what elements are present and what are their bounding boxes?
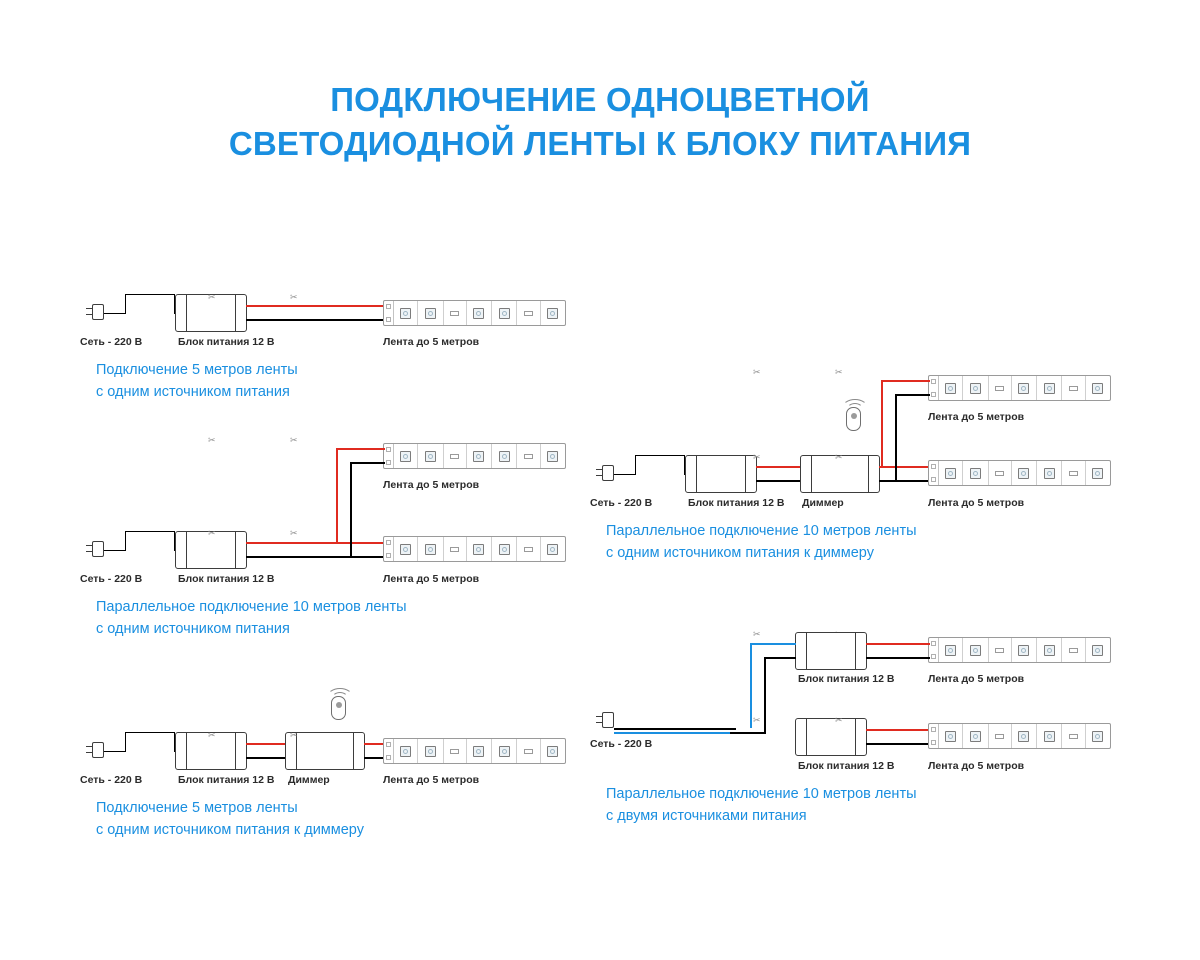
- strip-segment: [963, 461, 988, 485]
- led-icon: [547, 308, 558, 319]
- led-icon: [547, 746, 558, 757]
- strip-segment: [517, 537, 540, 561]
- output-wire-positive: [246, 305, 385, 307]
- strip-segment: [938, 376, 963, 400]
- strip-segment: [492, 739, 517, 763]
- mains-wire-h1: [614, 474, 636, 475]
- resistor-icon: [995, 386, 1004, 391]
- led-strip-1: [383, 300, 566, 326]
- dimmer-divider-right: [353, 733, 354, 769]
- resistor-icon: [524, 547, 533, 552]
- remote-button: [851, 413, 857, 419]
- mains-trunk-black: [730, 732, 766, 734]
- description-line-1: Параллельное подключение 10 метров ленты: [606, 786, 917, 802]
- strip-segment: [1062, 724, 1085, 748]
- psu-divider-right: [855, 719, 856, 755]
- psu-top-out-positive: [866, 643, 930, 645]
- branch-wire-positive-top: [336, 448, 385, 450]
- strip-segment: [467, 444, 492, 468]
- strip-segment: [1037, 724, 1062, 748]
- output-wire-negative: [246, 556, 385, 558]
- page-title: [0, 78, 1200, 165]
- led-icon: [400, 746, 411, 757]
- plug-body: [92, 742, 104, 758]
- led-strip-top: [928, 637, 1111, 663]
- label-mains: Сеть - 220 В: [590, 497, 653, 509]
- page-title-line-1: ПОДКЛЮЧЕНИЕ ОДНОЦВЕТНОЙ: [330, 81, 870, 118]
- strip-segment: [963, 376, 988, 400]
- label-psu: Блок питания 12 В: [178, 573, 275, 585]
- strip-segment: [541, 301, 565, 325]
- strip-segment: [418, 537, 443, 561]
- led-strip-bottom: [928, 723, 1111, 749]
- description-line-1: Параллельное подключение 10 метров ленты: [606, 523, 917, 539]
- led-strip-1: [383, 738, 566, 764]
- strip-segment: [1037, 638, 1062, 662]
- led-icon: [945, 731, 956, 742]
- description-line-1: Параллельное подключение 10 метров ленты: [96, 599, 407, 615]
- led-icon: [400, 451, 411, 462]
- mains-wire-h1: [104, 313, 126, 314]
- mains-wire-up: [125, 294, 126, 313]
- psu-divider-left: [186, 733, 187, 769]
- dimmer-out-negative: [879, 480, 930, 482]
- strip-segment: [938, 638, 963, 662]
- led-icon: [499, 308, 510, 319]
- label-psu: Блок питания 12 В: [178, 774, 275, 786]
- led-icon: [473, 746, 484, 757]
- resistor-icon: [995, 734, 1004, 739]
- mains-wire-h1: [104, 751, 126, 752]
- branch-wire-positive-up: [336, 448, 338, 543]
- strip-segment: [1062, 461, 1085, 485]
- plug-body: [92, 304, 104, 320]
- mains-plug-icon: [86, 304, 106, 322]
- mains-wire-top: [125, 294, 175, 295]
- led-icon: [400, 544, 411, 555]
- led-icon: [1092, 645, 1103, 656]
- strip-segment: [1012, 638, 1037, 662]
- plug-body: [602, 712, 614, 728]
- psu-to-dimmer-negative: [246, 757, 286, 759]
- diagram-2-description: [96, 597, 407, 641]
- power-supply-unit-bottom: [795, 715, 867, 756]
- description-line-1: Подключение 5 метров ленты: [96, 362, 298, 378]
- cut-mark-icon: ✂: [835, 452, 843, 462]
- resistor-icon: [1069, 648, 1078, 653]
- psu-divider-right: [745, 456, 746, 492]
- mains-wire-up: [125, 531, 126, 550]
- resistor-icon: [995, 471, 1004, 476]
- led-strip-bottom: [928, 460, 1111, 486]
- diagram-2: [80, 435, 600, 637]
- strip-segment: [444, 301, 467, 325]
- label-dimmer: Диммер: [288, 774, 330, 786]
- led-icon: [1044, 383, 1055, 394]
- label-psu-bottom: Блок питания 12 В: [798, 760, 895, 772]
- led-icon: [547, 544, 558, 555]
- description-line-2: с одним источником питания: [96, 620, 290, 637]
- power-supply-unit-top: [795, 632, 867, 670]
- cut-mark-icon: ✂: [835, 367, 843, 377]
- cut-mark-icon: ✂: [290, 435, 298, 445]
- label-mains: Сеть - 220 В: [80, 336, 143, 348]
- strip-segment: [963, 638, 988, 662]
- psu-divider-left: [806, 633, 807, 669]
- strip-segment: [541, 537, 565, 561]
- label-psu: Блок питания 12 В: [178, 336, 275, 348]
- led-icon: [1044, 645, 1055, 656]
- cut-mark-icon: ✂: [208, 528, 216, 538]
- led-icon: [1092, 468, 1103, 479]
- strip-segment: [938, 724, 963, 748]
- psu-divider-left: [806, 719, 807, 755]
- strip-segment: [989, 724, 1012, 748]
- resistor-icon: [450, 749, 459, 754]
- strip-segment: [1012, 461, 1037, 485]
- led-icon: [499, 746, 510, 757]
- mains-trunk: [614, 728, 736, 730]
- strip-segment: [517, 301, 540, 325]
- cut-mark-icon: ✂: [208, 292, 216, 302]
- psu-bottom-out-negative: [866, 743, 930, 745]
- resistor-icon: [524, 311, 533, 316]
- strip-segment: [444, 537, 467, 561]
- mains-plug-icon: [86, 742, 106, 760]
- description-line-2: с одним источником питания к диммеру: [606, 544, 874, 561]
- led-icon: [1018, 383, 1029, 394]
- resistor-icon: [524, 454, 533, 459]
- diagram-4: [590, 365, 1160, 565]
- label-strip-bottom: Лента до 5 метров: [928, 760, 1025, 772]
- led-icon: [970, 645, 981, 656]
- led-icon: [970, 468, 981, 479]
- strip-segment: [467, 537, 492, 561]
- branch-wire-negative-up: [350, 462, 352, 557]
- plug-body: [602, 465, 614, 481]
- strip-segment: [393, 537, 418, 561]
- strip-segment: [989, 461, 1012, 485]
- mains-branch-top-horizontal-2: [764, 657, 796, 659]
- mains-wire-up: [125, 732, 126, 751]
- led-icon: [1092, 383, 1103, 394]
- label-strip-bottom: Лента до 5 метров: [383, 573, 480, 585]
- strip-segment: [1086, 724, 1110, 748]
- strip-segment: [492, 537, 517, 561]
- led-icon: [1044, 468, 1055, 479]
- strip-segment: [418, 739, 443, 763]
- cut-mark-icon: ✂: [290, 528, 298, 538]
- led-strip-top: [928, 375, 1111, 401]
- mains-branch-top-vertical: [750, 643, 752, 728]
- label-strip-top: Лента до 5 метров: [383, 479, 480, 491]
- label-strip: Лента до 5 метров: [383, 336, 480, 348]
- strip-segment: [467, 301, 492, 325]
- strip-segment: [1086, 376, 1110, 400]
- led-icon: [1018, 731, 1029, 742]
- mains-wire-h1: [104, 550, 126, 551]
- strip-segment: [517, 444, 540, 468]
- label-strip: Лента до 5 метров: [383, 774, 480, 786]
- strip-segment: [492, 444, 517, 468]
- remote-button: [336, 702, 342, 708]
- psu-divider-left: [186, 295, 187, 331]
- label-mains: Сеть - 220 В: [80, 774, 143, 786]
- psu-divider-right: [235, 733, 236, 769]
- cut-mark-icon: ✂: [290, 730, 298, 740]
- led-strip-top: [383, 443, 566, 469]
- led-icon: [547, 451, 558, 462]
- branch-positive-up: [881, 380, 883, 468]
- led-icon: [425, 544, 436, 555]
- mains-wire-up: [635, 455, 636, 474]
- label-dimmer: Диммер: [802, 497, 844, 509]
- mains-branch-top-horizontal: [750, 643, 796, 645]
- remote-body: [846, 407, 861, 431]
- strip-segment: [418, 301, 443, 325]
- strip-segment: [989, 376, 1012, 400]
- resistor-icon: [524, 749, 533, 754]
- mains-plug-icon: [86, 541, 106, 559]
- led-icon: [499, 451, 510, 462]
- remote-control-icon: [838, 397, 870, 443]
- strip-segment: [444, 444, 467, 468]
- led-icon: [945, 645, 956, 656]
- strip-segment: [1086, 638, 1110, 662]
- mains-wire-top: [125, 531, 175, 532]
- led-icon: [425, 308, 436, 319]
- resistor-icon: [450, 547, 459, 552]
- branch-wire-negative-top: [350, 462, 385, 464]
- dimmer-divider-right: [868, 456, 869, 492]
- resistor-icon: [450, 311, 459, 316]
- description-line-2: с двумя источниками питания: [606, 807, 807, 824]
- strip-segment: [418, 444, 443, 468]
- strip-segment: [989, 638, 1012, 662]
- led-icon: [425, 451, 436, 462]
- label-psu-top: Блок питания 12 В: [798, 673, 895, 685]
- strip-segment: [1037, 461, 1062, 485]
- description-line-2: с одним источником питания: [96, 383, 290, 400]
- led-icon: [425, 746, 436, 757]
- strip-segment: [393, 444, 418, 468]
- mains-wire-top: [125, 732, 175, 733]
- led-icon: [473, 308, 484, 319]
- branch-positive-top: [881, 380, 930, 382]
- cut-mark-icon: ✂: [753, 629, 761, 639]
- led-icon: [1044, 731, 1055, 742]
- strip-segment: [963, 724, 988, 748]
- strip-segment: [1086, 461, 1110, 485]
- cut-mark-icon: ✂: [753, 452, 761, 462]
- led-icon: [945, 468, 956, 479]
- resistor-icon: [1069, 734, 1078, 739]
- power-supply-unit: [685, 455, 757, 493]
- psu-divider-right: [855, 633, 856, 669]
- led-icon: [1018, 645, 1029, 656]
- strip-segment: [467, 739, 492, 763]
- strip-segment: [541, 444, 565, 468]
- resistor-icon: [995, 648, 1004, 653]
- strip-segment: [393, 301, 418, 325]
- strip-segment: [517, 739, 540, 763]
- cut-mark-icon: ✂: [208, 730, 216, 740]
- led-icon: [970, 731, 981, 742]
- strip-segment: [492, 301, 517, 325]
- psu-divider-right: [235, 295, 236, 331]
- diagram-1: [80, 288, 580, 398]
- diagram-4-description: [606, 521, 917, 565]
- cut-mark-icon: ✂: [290, 292, 298, 302]
- psu-to-dimmer-positive: [756, 466, 801, 468]
- led-icon: [499, 544, 510, 555]
- diagram-5: [590, 620, 1160, 835]
- remote-body: [331, 696, 346, 720]
- mains-plug-icon: [596, 465, 616, 483]
- led-icon: [945, 383, 956, 394]
- psu-bottom-out-positive: [866, 729, 930, 731]
- output-wire-positive: [246, 542, 385, 544]
- led-icon: [1092, 731, 1103, 742]
- psu-to-dimmer-positive: [246, 743, 286, 745]
- mains-branch-top-vertical-2: [764, 657, 766, 733]
- diagram-3-description: [96, 798, 364, 842]
- strip-segment: [1012, 724, 1037, 748]
- resistor-icon: [1069, 386, 1078, 391]
- led-icon: [1018, 468, 1029, 479]
- label-mains: Сеть - 220 В: [80, 573, 143, 585]
- label-strip-top: Лента до 5 метров: [928, 673, 1025, 685]
- label-mains: Сеть - 220 В: [590, 738, 653, 750]
- cut-mark-icon: ✂: [835, 715, 843, 725]
- strip-segment: [938, 461, 963, 485]
- branch-negative-up: [895, 394, 897, 482]
- led-strip-bottom: [383, 536, 566, 562]
- psu-divider-left: [696, 456, 697, 492]
- led-icon: [473, 451, 484, 462]
- led-icon: [970, 383, 981, 394]
- label-psu: Блок питания 12 В: [688, 497, 785, 509]
- strip-segment: [1037, 376, 1062, 400]
- label-strip-top: Лента до 5 метров: [928, 411, 1025, 423]
- resistor-icon: [450, 454, 459, 459]
- strip-segment: [1062, 376, 1085, 400]
- psu-to-dimmer-negative: [756, 480, 801, 482]
- psu-top-out-negative: [866, 657, 930, 659]
- cut-mark-icon: ✂: [208, 435, 216, 445]
- strip-segment: [444, 739, 467, 763]
- branch-negative-top: [895, 394, 930, 396]
- diagram-5-description: [606, 784, 917, 828]
- diagram-3: [80, 686, 600, 846]
- dimmer-out-positive: [879, 466, 930, 468]
- cut-mark-icon: ✂: [753, 715, 761, 725]
- resistor-icon: [1069, 471, 1078, 476]
- strip-segment: [1062, 638, 1085, 662]
- dimmer-divider-left: [811, 456, 812, 492]
- psu-divider-left: [186, 532, 187, 568]
- mains-wire-top: [635, 455, 685, 456]
- diagram-1-description: [96, 360, 298, 404]
- description-line-1: Подключение 5 метров ленты: [96, 800, 298, 816]
- led-icon: [400, 308, 411, 319]
- remote-control-icon: [323, 686, 355, 732]
- strip-segment: [1012, 376, 1037, 400]
- label-strip-bottom: Лента до 5 метров: [928, 497, 1025, 509]
- led-icon: [473, 544, 484, 555]
- cut-mark-icon: ✂: [753, 367, 761, 377]
- strip-segment: [541, 739, 565, 763]
- output-wire-negative: [246, 319, 385, 321]
- plug-body: [92, 541, 104, 557]
- mains-plug-icon: [596, 712, 616, 730]
- page-title-line-2: СВЕТОДИОДНОЙ ЛЕНТЫ К БЛОКУ ПИТАНИЯ: [228, 124, 972, 162]
- strip-segment: [393, 739, 418, 763]
- psu-divider-right: [235, 532, 236, 568]
- description-line-2: с одним источником питания к диммеру: [96, 821, 364, 838]
